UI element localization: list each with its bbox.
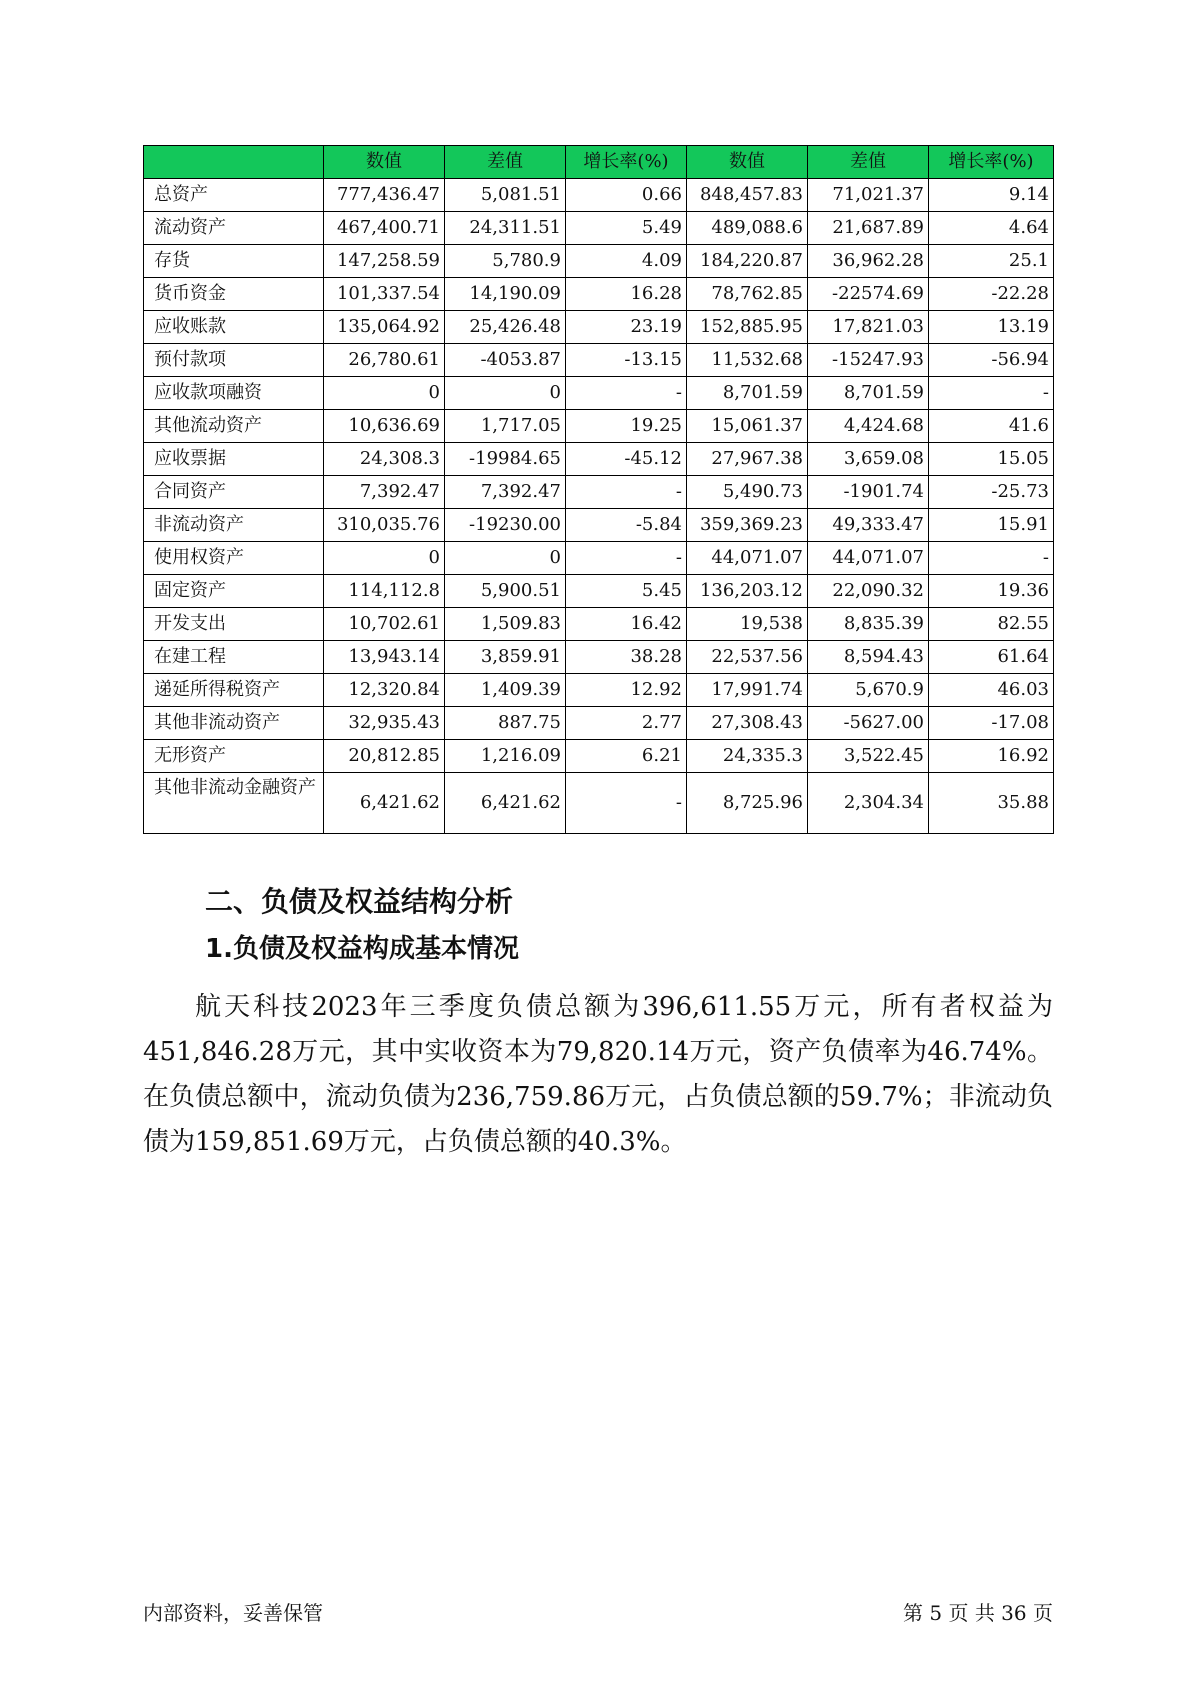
value-cell: 24,311.51	[445, 212, 566, 245]
header-cell: 差值	[445, 146, 566, 179]
value-cell: -4053.87	[445, 344, 566, 377]
value-cell: 15.91	[929, 509, 1054, 542]
table-row	[144, 377, 1054, 410]
value-cell: 19,538	[687, 608, 808, 641]
value-cell: 82.55	[929, 608, 1054, 641]
table-row	[144, 245, 1054, 278]
row-label-cell: 应收款项融资	[144, 377, 324, 410]
table-row	[144, 707, 1054, 740]
value-cell: 36,962.28	[808, 245, 929, 278]
header-cell: 增长率(%)	[929, 146, 1054, 179]
value-cell: 3,522.45	[808, 740, 929, 773]
value-cell: 114,112.8	[324, 575, 445, 608]
value-cell: 19.25	[566, 410, 687, 443]
value-cell: 136,203.12	[687, 575, 808, 608]
footer-confidential-note: 内部资料，妥善保管	[143, 1601, 323, 1625]
value-cell: 310,035.76	[324, 509, 445, 542]
value-cell: 12.92	[566, 674, 687, 707]
table-row	[144, 608, 1054, 641]
value-cell: 17,821.03	[808, 311, 929, 344]
header-cell: 数值	[324, 146, 445, 179]
value-cell: 27,308.43	[687, 707, 808, 740]
value-cell: 44,071.07	[687, 542, 808, 575]
row-label-cell: 总资产	[144, 179, 324, 212]
row-label-cell: 无形资产	[144, 740, 324, 773]
value-cell: 184,220.87	[687, 245, 808, 278]
value-cell: 17,991.74	[687, 674, 808, 707]
value-cell: 101,337.54	[324, 278, 445, 311]
value-cell: 71,021.37	[808, 179, 929, 212]
value-cell: 25.1	[929, 245, 1054, 278]
table-row	[144, 509, 1054, 542]
value-cell: -1901.74	[808, 476, 929, 509]
row-label-cell: 固定资产	[144, 575, 324, 608]
section-heading: 二、负债及权益结构分析	[205, 885, 514, 918]
value-cell: 7,392.47	[324, 476, 445, 509]
value-cell: 2,304.34	[808, 773, 929, 834]
value-cell: 27,967.38	[687, 443, 808, 476]
value-cell: 777,436.47	[324, 179, 445, 212]
value-cell: 46.03	[929, 674, 1054, 707]
table-row	[144, 641, 1054, 674]
table-header-row	[144, 146, 1054, 179]
table-row	[144, 443, 1054, 476]
row-label-cell: 递延所得税资产	[144, 674, 324, 707]
value-cell: 11,532.68	[687, 344, 808, 377]
value-cell: 1,409.39	[445, 674, 566, 707]
value-cell: 0	[324, 377, 445, 410]
value-cell: 0	[445, 542, 566, 575]
value-cell: 44,071.07	[808, 542, 929, 575]
value-cell: 0.66	[566, 179, 687, 212]
footer-page-number: 第 5 页 共 36 页	[903, 1601, 1053, 1625]
row-label-cell: 应收账款	[144, 311, 324, 344]
value-cell: 5,900.51	[445, 575, 566, 608]
row-label-cell: 开发支出	[144, 608, 324, 641]
value-cell: -5.84	[566, 509, 687, 542]
value-cell: 15.05	[929, 443, 1054, 476]
header-cell: 差值	[808, 146, 929, 179]
row-label-cell: 存货	[144, 245, 324, 278]
value-cell: 4.09	[566, 245, 687, 278]
value-cell: 25,426.48	[445, 311, 566, 344]
value-cell: 152,885.95	[687, 311, 808, 344]
value-cell: 8,835.39	[808, 608, 929, 641]
value-cell: -13.15	[566, 344, 687, 377]
value-cell: -45.12	[566, 443, 687, 476]
value-cell: 467,400.71	[324, 212, 445, 245]
value-cell: 3,859.91	[445, 641, 566, 674]
value-cell: 135,064.92	[324, 311, 445, 344]
value-cell: 5,780.9	[445, 245, 566, 278]
row-label-cell: 其他非流动金融资产	[144, 773, 324, 834]
value-cell: 7,392.47	[445, 476, 566, 509]
value-cell: 14,190.09	[445, 278, 566, 311]
value-cell: 19.36	[929, 575, 1054, 608]
value-cell: -15247.93	[808, 344, 929, 377]
value-cell: -	[929, 542, 1054, 575]
value-cell: 359,369.23	[687, 509, 808, 542]
table-row	[144, 344, 1054, 377]
value-cell: -5627.00	[808, 707, 929, 740]
value-cell: -19984.65	[445, 443, 566, 476]
value-cell: -22.28	[929, 278, 1054, 311]
row-label-cell: 流动资产	[144, 212, 324, 245]
value-cell: 16.28	[566, 278, 687, 311]
row-label-cell: 其他非流动资产	[144, 707, 324, 740]
value-cell: 8,725.96	[687, 773, 808, 834]
table-row	[144, 773, 1054, 834]
value-cell: 489,088.6	[687, 212, 808, 245]
value-cell: 0	[324, 542, 445, 575]
value-cell: -	[566, 377, 687, 410]
value-cell: 13.19	[929, 311, 1054, 344]
value-cell: 1,509.83	[445, 608, 566, 641]
row-label-cell: 预付款项	[144, 344, 324, 377]
value-cell: 12,320.84	[324, 674, 445, 707]
value-cell: 0	[445, 377, 566, 410]
value-cell: 22,537.56	[687, 641, 808, 674]
table-row	[144, 542, 1054, 575]
value-cell: 38.28	[566, 641, 687, 674]
value-cell: 5,490.73	[687, 476, 808, 509]
value-cell: 6,421.62	[445, 773, 566, 834]
value-cell: -22574.69	[808, 278, 929, 311]
value-cell: 49,333.47	[808, 509, 929, 542]
row-label-cell: 其他流动资产	[144, 410, 324, 443]
row-label-cell: 应收票据	[144, 443, 324, 476]
value-cell: 4,424.68	[808, 410, 929, 443]
value-cell: 848,457.83	[687, 179, 808, 212]
value-cell: 16.42	[566, 608, 687, 641]
table-row	[144, 311, 1054, 344]
header-cell: 数值	[687, 146, 808, 179]
value-cell: 8,594.43	[808, 641, 929, 674]
value-cell: 10,636.69	[324, 410, 445, 443]
value-cell: 147,258.59	[324, 245, 445, 278]
asset-comparison-table	[143, 145, 1054, 834]
row-label-cell: 货币资金	[144, 278, 324, 311]
value-cell: 35.88	[929, 773, 1054, 834]
value-cell: -19230.00	[445, 509, 566, 542]
value-cell: 23.19	[566, 311, 687, 344]
value-cell: 10,702.61	[324, 608, 445, 641]
section-subheading: 1.负债及权益构成基本情况	[205, 934, 519, 964]
value-cell: -	[566, 542, 687, 575]
table-row	[144, 476, 1054, 509]
row-label-cell: 非流动资产	[144, 509, 324, 542]
value-cell: 6.21	[566, 740, 687, 773]
value-cell: 5,081.51	[445, 179, 566, 212]
value-cell: 16.92	[929, 740, 1054, 773]
value-cell: 41.6	[929, 410, 1054, 443]
value-cell: -	[566, 773, 687, 834]
value-cell: 6,421.62	[324, 773, 445, 834]
value-cell: 5.49	[566, 212, 687, 245]
row-label-cell: 在建工程	[144, 641, 324, 674]
value-cell: 4.64	[929, 212, 1054, 245]
value-cell: 5.45	[566, 575, 687, 608]
value-cell: 24,308.3	[324, 443, 445, 476]
header-cell	[144, 146, 324, 179]
value-cell: 8,701.59	[687, 377, 808, 410]
table-row	[144, 212, 1054, 245]
row-label-cell: 使用权资产	[144, 542, 324, 575]
table-row	[144, 410, 1054, 443]
header-cell: 增长率(%)	[566, 146, 687, 179]
value-cell: 2.77	[566, 707, 687, 740]
value-cell: 20,812.85	[324, 740, 445, 773]
value-cell: 26,780.61	[324, 344, 445, 377]
table-row	[144, 179, 1054, 212]
row-label-cell: 合同资产	[144, 476, 324, 509]
value-cell: -	[566, 476, 687, 509]
value-cell: 9.14	[929, 179, 1054, 212]
value-cell: 61.64	[929, 641, 1054, 674]
table-row	[144, 674, 1054, 707]
value-cell: -56.94	[929, 344, 1054, 377]
value-cell: 78,762.85	[687, 278, 808, 311]
value-cell: 21,687.89	[808, 212, 929, 245]
table-row	[144, 740, 1054, 773]
value-cell: 32,935.43	[324, 707, 445, 740]
value-cell: -17.08	[929, 707, 1054, 740]
value-cell: 3,659.08	[808, 443, 929, 476]
value-cell: 1,717.05	[445, 410, 566, 443]
table-row	[144, 278, 1054, 311]
value-cell: -	[929, 377, 1054, 410]
value-cell: 22,090.32	[808, 575, 929, 608]
value-cell: 15,061.37	[687, 410, 808, 443]
value-cell: 1,216.09	[445, 740, 566, 773]
value-cell: 13,943.14	[324, 641, 445, 674]
body-paragraph: 航天科技2023年三季度负债总额为396,611.55万元，所有者权益为451,846.28万元，其中实收资本为79,820.14万元，资产负债率为46.74%。在负债总额中，流动负债为236,759.86万元，占负债总额的59.7%；非流动负债为159,851.69万元，占负债总额的40.3%。	[143, 992, 1053, 1157]
value-cell: 5,670.9	[808, 674, 929, 707]
value-cell: -25.73	[929, 476, 1054, 509]
value-cell: 8,701.59	[808, 377, 929, 410]
value-cell: 887.75	[445, 707, 566, 740]
table-row	[144, 575, 1054, 608]
value-cell: 24,335.3	[687, 740, 808, 773]
